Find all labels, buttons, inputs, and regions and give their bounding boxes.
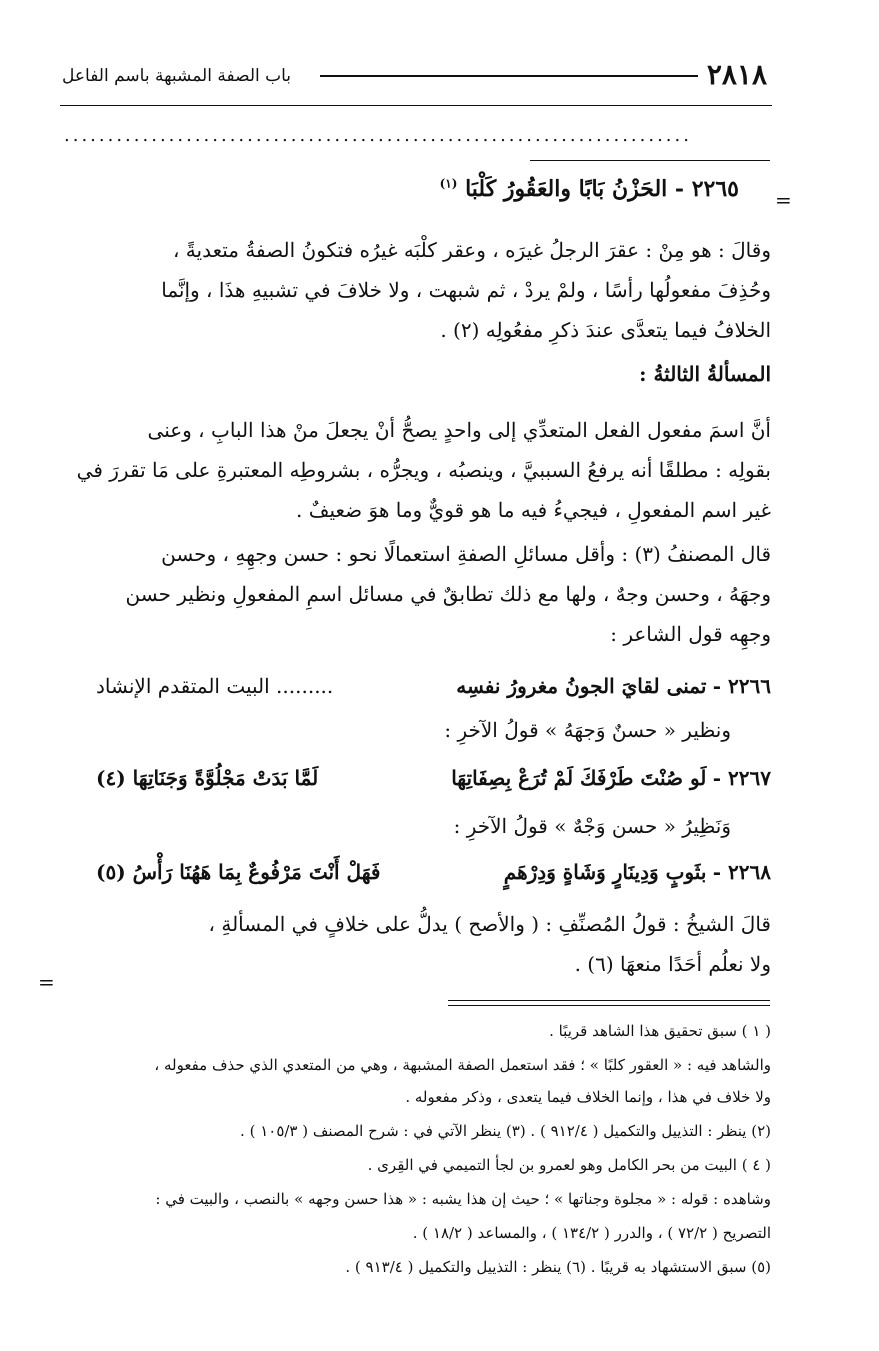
body-line: وحُذِفَ مفعولُها رأسًا ، ولمْ يردْ ، ثم شبهت ، ولا خلافَ في تشبيهِ هذَا ، وإنَّما [161, 278, 771, 302]
verse-2268-second: فَهَلْ أَنْتَ مَرْفُوعٌ بِمَا هَهُنَا رَأْسُ (٥) [96, 860, 381, 884]
dotted-line: ........................................................................ [64, 125, 692, 146]
margin-mark: = [38, 970, 55, 994]
footnote-line: والشاهد فيه : « العقور كلبًا » ؛ فقد استعمل الصفة المشبهة ، وهي من المتعدي الذي حذف مفعوله ، [154, 1056, 771, 1074]
body-line: وجهَهُ ، وحسن وجهٌ ، ولها مع ذلك تطابقٌ في مسائل اسمِ المفعولِ ونظير حسن [125, 582, 771, 606]
header-rule [320, 75, 698, 77]
verse-2267-second: لَمَّا بَدَتْ مَجْلُوَّةً وَجَنَاتِهَا (٤) [96, 766, 319, 790]
verse-2266 [456, 676, 771, 696]
footnote-separator [448, 1000, 770, 1006]
header-underline [60, 105, 772, 106]
body-line: غير اسم المفعولِ ، فيجيءُ فيه ما هو قويٌّ وما هوَ ضعيفٌ . [296, 498, 771, 522]
verse-2268 [504, 862, 771, 882]
footnote-line: وشاهده : قوله : « مجلوة وجناتها » ؛ حيث إن هذا يشبه : « هذا حسن وجهه » بالنصب ، والبيت في : [155, 1190, 771, 1208]
margin-mark: = [775, 188, 792, 212]
body-line: الخلافُ فيما يتعدَّى عندَ ذكرِ مفعُولِه (٢) . [440, 318, 771, 342]
footnote-line: (٢) ينظر : التذييل والتكميل ( ٩١٢/٤ ) . (٣) ينظر الآتي في : شرح المصنف ( ١٠٥/٣ ) . [240, 1122, 771, 1140]
footnote-line: ( ١ ) سبق تحقيق هذا الشاهد قريبًا . [549, 1022, 771, 1040]
footnote-line: ( ٤ ) البيت من بحر الكامل وهو لعمرو بن لجأ التميمي في القِرى . [367, 1156, 771, 1174]
verse-2267 [451, 768, 771, 788]
subsection-title: المسألةُ الثالثةُ : [639, 362, 771, 386]
between-verses-line: ونظير « حسنٌ وَجهَهُ » قولُ الآخرِ : [444, 718, 731, 742]
between-verses-line: وَنَظِيرُ « حسن وَجْهٌ » قولُ الآخرِ : [453, 814, 731, 838]
body-line: قال المصنفُ (٣) : وأقل مسائلِ الصفةِ استعمالًا نحو : حسن وجهِهِ ، وحسن [161, 542, 771, 566]
footnote-line: (٥) سبق الاستشهاد به قريبًا . (٦) ينظر : التذييل والتكميل ( ٩١٣/٤ ) . [345, 1258, 771, 1276]
footnote-line: التصريح ( ٧٢/٢ ) ، والدرر ( ١٣٤/٢ ) ، والمساعد ( ١٨/٢ ) . [412, 1224, 771, 1242]
verse-first-hemistich: تمنى لقايَ الجونُ مغرورُ نفسِه [456, 674, 707, 698]
section-heading [440, 176, 739, 202]
heading-rule [530, 160, 770, 161]
verse-first-hemistich: لَو صُنْتَ طَرْفَكَ لَمْ تُرَعْ بِصِفَاتِهَا [451, 766, 707, 790]
body-line: بقولِه : مطلقًا أنه يرفعُ السببيَّ ، وينصبُه ، ويجرُّه ، بشروطِه المعتبرةِ على مَا تقررَ في [76, 458, 771, 482]
footnote-line: ولا خلاف في هذا ، وإنما الخلاف فيما يتعدى ، وذكر مفعوله . [405, 1088, 771, 1106]
body-line: أنَّ اسمَ مفعول الفعل المتعدِّي إلى واحدٍ يصحُّ أنْ يجعلَ منْ هذا البابِ ، وعنى [147, 418, 771, 442]
verse-first-hemistich: بثَوبٍ وَدِينَارٍ وَشَاةٍ وَدِرْهَمٍ [503, 860, 707, 884]
verse-number: ٢٢٦٦ - [712, 674, 771, 698]
closing-line: قالَ الشيخُ : قولُ المُصنِّفِ : ( والأصح ) يدلُّ على خلافٍ في المسألةِ ، [208, 912, 771, 936]
verse-2266-second: ......... البيت المتقدم الإنشاد [96, 674, 334, 698]
chapter-title: باب الصفة المشبهة باسم الفاعل [62, 66, 292, 86]
body-line: وقالَ : هو مِنْ : عقرَ الرجلُ غيرَه ، وعقر كلْبَه غيرُه فتكونُ الصفةُ متعديةً ، [172, 238, 771, 262]
verse-number: ٢٢٦٧ - [712, 766, 771, 790]
body-line: وجهِه قول الشاعر : [610, 622, 771, 646]
heading-text: ٢٢٦٥ - الحَزْنُ بَابًا والعَقُورُ كَلْبَا [465, 176, 739, 202]
verse-number: ٢٢٦٨ - [712, 860, 771, 884]
heading-footnote-ref: (١) [439, 176, 458, 191]
page-number: ٢٨١٨ [706, 58, 767, 91]
closing-line: ولا نعلُم أحَدًا منعهَا (٦) . [574, 952, 771, 976]
